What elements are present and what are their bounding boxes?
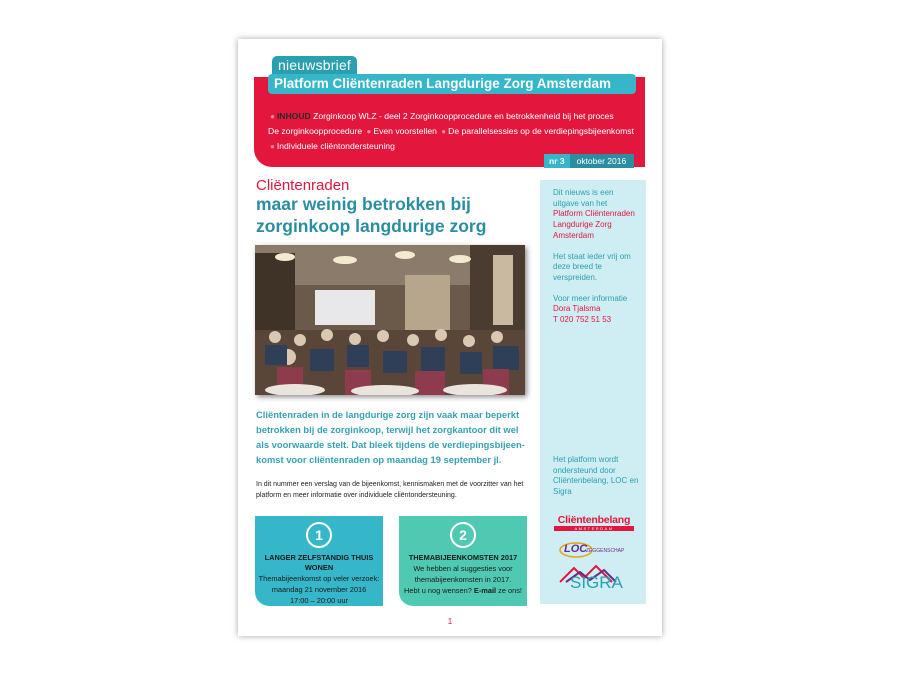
toc-item: De zorginkoopprocedure [268,126,363,136]
toc-item: Zorginkoopprocedure en betrokkenheid bij het proces [410,111,614,121]
toc-item: De parallelsessies op de verdiepingsbijeenkomst [448,126,634,136]
issue-date: oktober 2016 [570,154,635,168]
clientenbelang-name: Cliëntenbelang [557,514,631,526]
sidebar-platform: Platform Cliëntenraden Langdurige Zorg Amsterdam [553,209,635,240]
box-line: We hebben al suggesties voor [413,564,513,573]
box-line: Themabijeenkomst op veler verzoek: [258,574,380,583]
meeting-photo-image [255,245,525,395]
toc-item: Zorginkoop WLZ - deel 2 [313,111,408,121]
sidebar-support: Het platform wordt ondersteund door Cliëntenbelang, LOC en Sigra [553,455,639,497]
clientenbelang-sub: AMSTERDAM [554,526,634,531]
contact-name: Dora Tjalsma [553,304,601,314]
issue-number: nr 3 [544,154,570,168]
bullet-icon: ● [270,112,275,121]
sidebar-intro [553,188,640,242]
newsletter-page [238,39,662,636]
email-link[interactable]: E-mail [473,586,497,595]
article-body: In dit nummer een verslag van de bijeenkomst, kennismaken met de voorzitter van het platform en meer informatie over individuele cliëntondersteuning. [256,481,524,499]
event-box-1 [255,516,383,606]
box-line-email [399,586,527,596]
table-of-contents [268,109,640,154]
box-line: 17:00 – 20:00 uur [290,596,348,605]
sidebar-more-info: Voor meer informatie [553,293,628,303]
bullet-icon: ● [270,142,275,151]
box-line: maandag 21 november 2016 [271,585,367,594]
article-headline: maar weinig betrokken bij zorginkoop langdurige zorg [256,194,487,236]
sidebar-intro-text: Dit nieuws is een uitgave van het [553,188,614,208]
box-title: LANGER ZELFSTANDIG THUIS WONEN [264,553,374,572]
sidebar-share: Het staat ieder vrij om deze breed te verspreiden. [553,251,631,282]
article-lead: Cliëntenraden in de langdurige zorg zijn vaak maar beperkt betrokken bij de zorginkoop, terwijl het zorgkantoor dit wel als voorwaarde stelt. Dat bleek tijdens de verdiepingsbijeen-komst voor cliëntenraden op maandag 19 september jl. [256,409,525,465]
number-circle: 1 [306,522,332,548]
sidebar [540,180,646,604]
loc-name: LOC [564,543,588,555]
loc-sub: ZEGGENSCHAP [586,548,625,554]
bullet-icon: ● [366,127,372,136]
newsletter-tag: nieuwsbrief [272,56,357,74]
sigra-logo [556,564,636,600]
bullet-icon: ● [441,127,447,136]
article-kicker: Cliëntenraden [256,177,350,194]
sidebar-contact [553,294,640,326]
sigra-name: SIGRA [570,573,623,592]
issue-badge [544,154,634,168]
box-text-part: Hebt u nog wensen? [404,586,474,595]
box-line: themabijeenkomsten in 2017. [414,575,512,584]
page-number: 1 [447,617,453,626]
toc-item: Even voorstellen [373,126,437,136]
inhoud-label: INHOUD [276,111,311,121]
clientenbelang-logo [554,515,634,531]
event-box-2 [399,516,527,606]
number-circle: 2 [450,522,476,548]
toc-item: Individuele cliëntondersteuning [276,141,395,151]
platform-title: Platform Cliëntenraden Langdurige Zorg Amsterdam [268,74,636,94]
box-text-part: ze ons! [496,586,522,595]
meeting-photo [255,245,525,395]
box-title: THEMABIJEENKOMSTEN 2017 [408,553,518,562]
contact-phone: T 020 752 51 53 [553,315,612,325]
loc-logo [556,540,638,560]
